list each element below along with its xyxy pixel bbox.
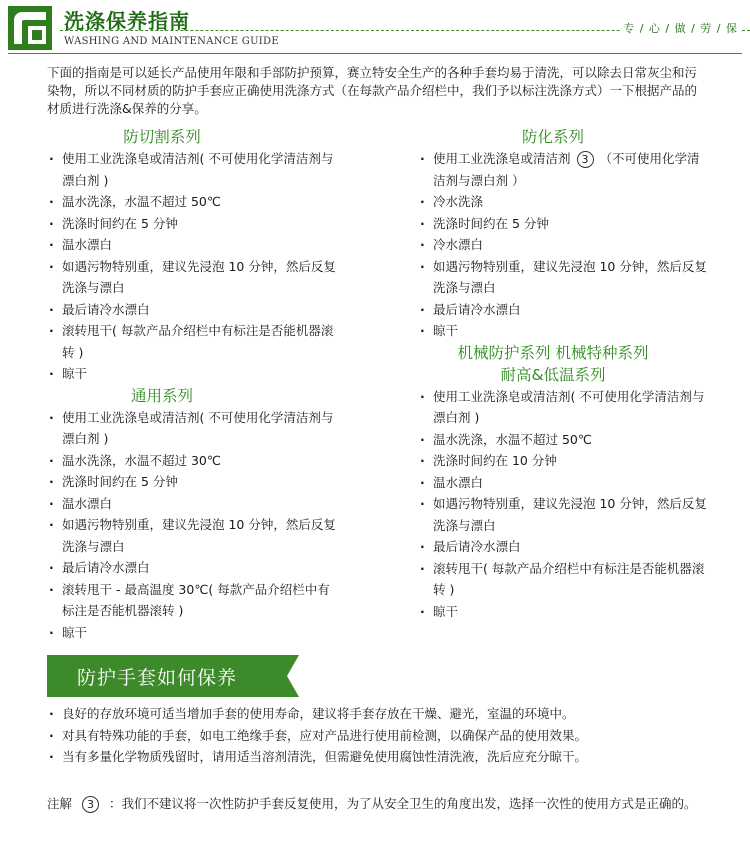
cut-series-title: 防切割系列 [123,128,201,146]
list-item: · 使用工业洗涤皂或清洁剂( 不可使用化学清洁剂与漂白剂 ) [47,148,337,191]
list-item: · 滚转甩干( 每款产品介绍栏中有标注是否能机器滚转 ) [47,320,337,363]
list-item-text: （不可使用化学清洁剂与漂白剂 ） [433,151,700,188]
list-item: · 最后请冷水漂白 [418,299,708,321]
header-slogan: 专 / 心 / 做 / 劳 / 保 [623,22,738,35]
list-item: · 滚转甩干 - 最高温度 30℃( 每款产品介绍栏中有标注是否能机器滚转 ) [47,579,337,622]
list-item: · 洗涤时间约在 5 分钟 [47,213,337,235]
circled-number-3: 3 [82,796,99,813]
list-item: · 最后请冷水漂白 [418,536,708,558]
list-item: · 温水洗涤，水温不超过 30℃ [47,450,337,472]
list-item: · 如遇污物特别重，建议先浸泡 10 分钟，然后反复洗涤与漂白 [418,256,708,299]
list-item: · 洗涤时间约在 10 分钟 [418,450,708,472]
list-item: · 使用工业洗涤皂或清洁剂( 不可使用化学清洁剂与漂白剂 ) [418,386,708,429]
list-item: · 温水洗涤，水温不超过 50℃ [418,429,708,451]
footnote-text: ：我们不建议将一次性防护手套反复使用，为了从安全卫生的角度出发，选择一次性的使用方式是正确的。 [109,796,697,811]
list-item: · 温水漂白 [418,472,708,494]
list-item: · 最后请冷水漂白 [47,299,337,321]
list-item: · 如遇污物特别重，建议先浸泡 10 分钟，然后反复洗涤与漂白 [47,256,337,299]
list-item: · 温水漂白 [47,234,337,256]
care-list [47,703,727,768]
care-section-title: 防护手套如何保养 [77,667,238,689]
list-item: · 晾干 [418,601,708,623]
list-item: · 良好的存放环境可适当增加手套的使用寿命，建议将手套存放在干燥、避光，室温的环境中。 [47,703,727,725]
list-item: · 冷水漂白 [418,234,708,256]
page-subtitle: WASHING AND MAINTENANCE GUIDE [64,36,279,47]
circled-number-3: 3 [577,151,594,168]
chemical-series-list [418,148,708,342]
list-item: · 晾干 [47,363,337,385]
page-header [0,0,750,56]
list-item: · 洗涤时间约在 5 分钟 [47,471,337,493]
list-item: · 冷水洗涤 [418,191,708,213]
list-item: · 如遇污物特别重，建议先浸泡 10 分钟，然后反复洗涤与漂白 [47,514,337,557]
footnote [47,793,707,814]
list-item: · 对具有特殊功能的手套，如电工绝缘手套，应对产品进行使用前检测，以确保产品的使用效果。 [47,725,727,747]
footnote-label: 注解 [47,796,73,811]
mechanical-series-list [418,386,708,623]
list-item: · 晾干 [47,622,337,644]
intro-paragraph: 下面的指南是可以延长产品使用年限和手部防护预算，赛立特安全生产的各种手套均易于清洗，可以除去日常灰尘和污染物，所以不同材质的防护手套应正确使用洗涤方式（在每款产品介绍栏中，我们予以标注洗涤方式）一下根据产品的材质进行洗涤&保养的分享。 [47,65,698,116]
list-item-text: 使用工业洗涤皂或清洁剂 [433,151,571,166]
list-item: · 温水洗涤，水温不超过 50℃ [47,191,337,213]
list-item: · 晾干 [418,320,708,342]
list-item [418,148,708,191]
chemical-series-title: 防化系列 [521,128,584,146]
list-item: · 最后请冷水漂白 [47,557,337,579]
cut-series-list [47,148,337,385]
right-column [418,126,708,622]
list-item: · 如遇污物特别重，建议先浸泡 10 分钟，然后反复洗涤与漂白 [418,493,708,536]
list-item: · 温水漂白 [47,493,337,515]
list-item: · 使用工业洗涤皂或清洁剂( 不可使用化学清洁剂与漂白剂 ) [47,407,337,450]
care-section-banner [47,655,299,697]
list-item: · 洗涤时间约在 5 分钟 [418,213,708,235]
temperature-series-title: 耐高&低温系列 [500,365,606,384]
general-series-title: 通用系列 [130,386,193,405]
page-title: 洗涤保养指南 [64,9,190,33]
left-column [47,126,337,643]
list-item: · 滚转甩干( 每款产品介绍栏中有标注是否能机器滚转 ) [418,558,708,601]
header-divider [8,53,742,54]
list-item: · 当有多量化学物质残留时，请用适当溶剂清洗，但需避免使用腐蚀性清洗液，洗后应充分晾干。 [47,746,727,768]
mechanical-series-title: 机械防护系列 机械特种系列 [457,343,649,362]
general-series-list [47,407,337,644]
green-square-logo-icon [8,6,52,50]
